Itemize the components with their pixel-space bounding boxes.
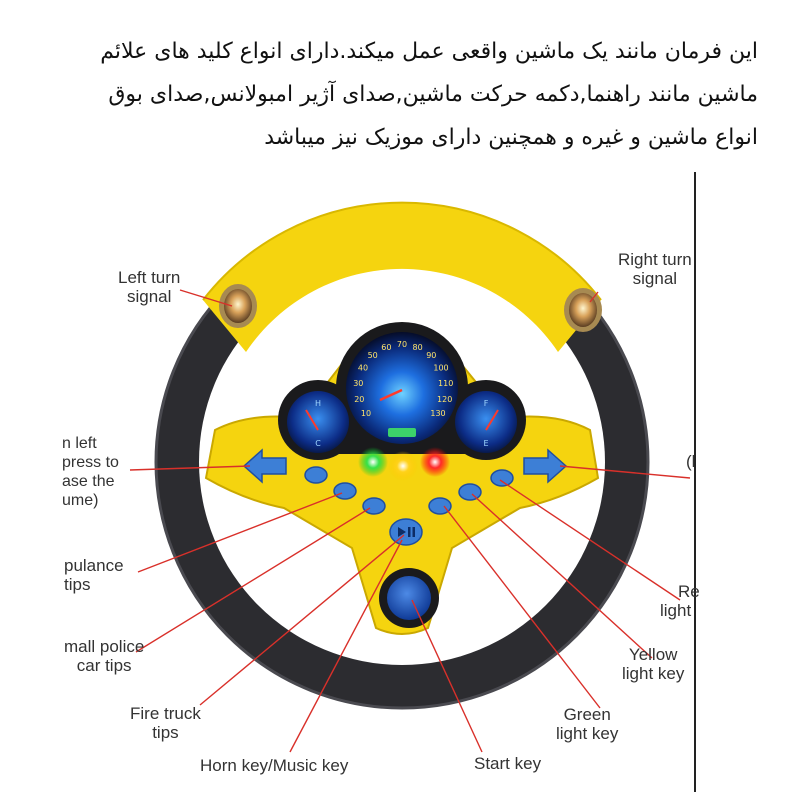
yellow-led	[388, 451, 418, 481]
speed-tick-label: 130	[430, 409, 446, 419]
label-fire-truck-tips: Fire truck tips	[130, 704, 201, 742]
left-turn-lamp[interactable]	[219, 284, 257, 328]
label-volume-right: (l	[686, 452, 696, 471]
speed-tick-label: 20	[354, 394, 365, 404]
speed-tick-label: 50	[367, 351, 378, 361]
speed-tick-label: 10	[360, 409, 372, 419]
ambulance-button[interactable]	[305, 467, 327, 483]
label-police-car-tips: mall police car tips	[64, 637, 145, 675]
description-line-3: انواع ماشین و غیره و همچنین دارای موزیک نیز میباشد	[264, 125, 758, 150]
speed-tick-label: 30	[353, 378, 364, 388]
red-led	[420, 447, 450, 477]
gauge-left-bottom: C	[315, 439, 321, 448]
speed-tick-label: 110	[438, 378, 454, 388]
label-right-turn-signal: Right turn signal	[618, 250, 692, 288]
description-line-2: ماشین مانند راهنما,دکمه حرکت ماشین,صدای آژیر امبولانس,صدای بوق	[108, 82, 758, 107]
label-green-light-key: Green light key	[556, 705, 619, 743]
green-led	[358, 447, 388, 477]
gauge-left-top: H	[314, 399, 322, 408]
speed-tick-label: 80	[412, 342, 423, 352]
play-pause-icon[interactable]	[390, 519, 422, 545]
yellow-light-button[interactable]	[459, 484, 481, 500]
label-left-turn-signal: Left turn signal	[118, 268, 181, 306]
speed-tick-label: 100	[433, 363, 449, 373]
label-start-key: Start key	[474, 754, 542, 773]
red-light-button[interactable]	[491, 470, 513, 486]
gauge-right-top: F	[483, 399, 489, 408]
speed-tick-label: 40	[357, 363, 369, 373]
label-horn-music-key: Horn key/Music key	[200, 756, 349, 775]
description-line-1: این فرمان مانند یک ماشین واقعی عمل میکند.دارای انواع کلید های علائم	[100, 39, 758, 64]
speed-tick-label: 70	[396, 340, 408, 349]
police-button[interactable]	[334, 483, 356, 499]
label-volume-left: n left press to ase the ume)	[62, 435, 119, 509]
speed-tick-label: 90	[426, 351, 437, 361]
speed-tick-label: 120	[437, 394, 453, 404]
label-yellow-light-key: Yellow light key	[622, 645, 685, 683]
start-button[interactable]	[379, 568, 439, 628]
label-red-light-key: Re light	[660, 582, 700, 620]
fire-truck-button[interactable]	[363, 498, 385, 514]
speed-tick-label: 60	[381, 342, 392, 352]
speedometer-display	[388, 428, 416, 437]
gauge-right-bottom: E	[483, 439, 489, 448]
label-ambulance-tips: pulance tips	[64, 556, 124, 594]
